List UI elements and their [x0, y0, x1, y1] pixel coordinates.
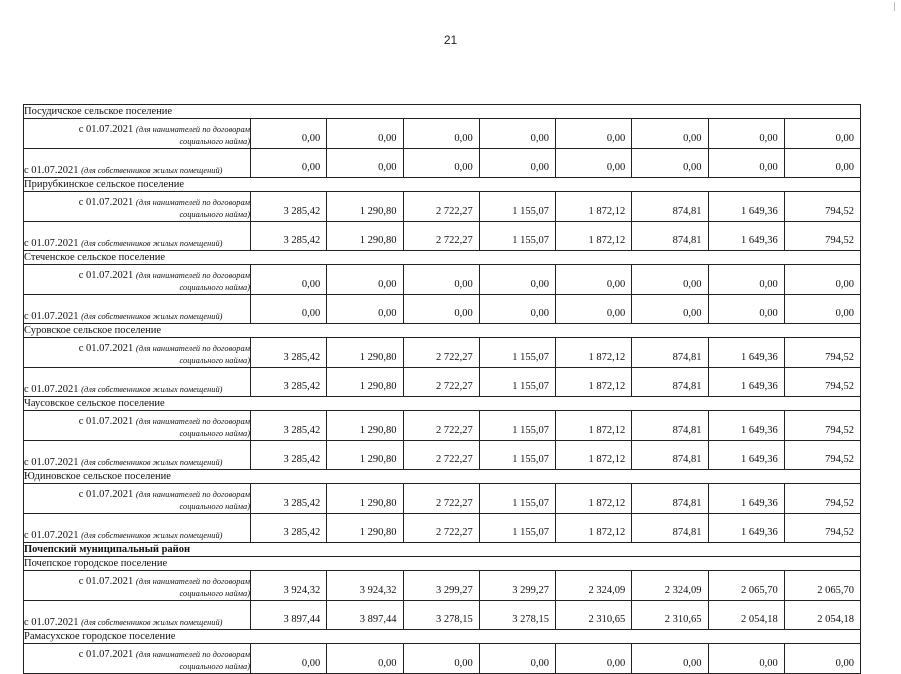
- owners-tariff-row: [24, 149, 861, 178]
- tariff-value-cell: 1 155,07: [479, 411, 555, 441]
- tariff-value-cell: 2 722,27: [403, 368, 479, 397]
- settlement-header-row: [24, 178, 861, 192]
- owners-tariff-row: [24, 295, 861, 324]
- tenants-row-label: [24, 571, 251, 601]
- effective-date: с 01.07.2021: [24, 384, 79, 395]
- scan-edge-mark: [894, 2, 895, 11]
- settlement-title: Посудичское сельское поселение: [24, 105, 861, 119]
- owners-label: (для собственников жилых помещений): [81, 618, 223, 627]
- tenants-row-label: [24, 119, 251, 149]
- tariff-value-cell: 1 872,12: [556, 368, 632, 397]
- page-number: 21: [443, 33, 458, 47]
- tariff-value-cell: 2 722,27: [403, 514, 479, 543]
- tariff-value-cell: 0,00: [403, 265, 479, 295]
- tariff-value-cell: 0,00: [327, 644, 403, 674]
- tenants-tariff-row: [24, 411, 861, 441]
- tariff-value-cell: 0,00: [479, 295, 555, 324]
- tariff-value-cell: 3 285,42: [251, 441, 327, 470]
- tenants-row-label: [24, 265, 251, 295]
- tariff-value-cell: 0,00: [251, 644, 327, 674]
- tariff-value-cell: 0,00: [479, 149, 555, 178]
- tenants-tariff-row: [24, 265, 861, 295]
- tenants-label-line2: социального найма): [179, 662, 250, 671]
- settlement-title: Рамасухское городское поселение: [24, 630, 861, 644]
- tenants-tariff-row: [24, 484, 861, 514]
- tariff-value-cell: 3 299,27: [403, 571, 479, 601]
- settlement-header-row: [24, 630, 861, 644]
- tariff-value-cell: 1 155,07: [479, 441, 555, 470]
- tariff-value-cell: 3 897,44: [327, 601, 403, 630]
- tariff-value-cell: 1 155,07: [479, 368, 555, 397]
- effective-date: с 01.07.2021: [78, 416, 134, 427]
- effective-date: с 01.07.2021: [78, 343, 134, 354]
- effective-date: с 01.07.2021: [78, 270, 134, 281]
- effective-date: с 01.07.2021: [78, 197, 134, 208]
- tariff-value-cell: 2 054,18: [708, 601, 784, 630]
- tariff-value-cell: 1 649,36: [708, 484, 784, 514]
- tenants-label-line2: социального найма): [179, 502, 250, 511]
- tariff-value-cell: 0,00: [556, 644, 632, 674]
- tariff-value-cell: 0,00: [251, 149, 327, 178]
- tariff-value-cell: 794,52: [784, 441, 860, 470]
- tariff-value-cell: 0,00: [556, 265, 632, 295]
- tariff-value-cell: 0,00: [708, 265, 784, 295]
- tariff-value-cell: 0,00: [479, 119, 555, 149]
- owners-label: (для собственников жилых помещений): [81, 166, 223, 175]
- tariff-value-cell: 0,00: [632, 295, 708, 324]
- tariff-value-cell: 3 299,27: [479, 571, 555, 601]
- owners-row-label: [24, 222, 251, 251]
- effective-date: с 01.07.2021: [24, 617, 79, 628]
- tariff-value-cell: 874,81: [632, 368, 708, 397]
- tenants-label-line2: социального найма): [179, 210, 250, 219]
- tariff-value-cell: 1 290,80: [327, 411, 403, 441]
- tariff-value-cell: 2 324,09: [556, 571, 632, 601]
- tariff-value-cell: 2 310,65: [632, 601, 708, 630]
- settlement-header-row: [24, 324, 861, 338]
- tariff-value-cell: 1 872,12: [556, 484, 632, 514]
- tariff-value-cell: 0,00: [632, 149, 708, 178]
- tenants-label-line1: (для нанимателей по договорам: [135, 490, 250, 499]
- tariff-value-cell: 2 324,09: [632, 571, 708, 601]
- tenants-tariff-row: [24, 571, 861, 601]
- tenants-label-line2: социального найма): [179, 429, 250, 438]
- owners-row-label: [24, 149, 251, 178]
- owners-row-label: [24, 514, 251, 543]
- tariff-value-cell: 2 722,27: [403, 338, 479, 368]
- tariff-value-cell: 0,00: [632, 119, 708, 149]
- tariff-value-cell: 874,81: [632, 222, 708, 251]
- tariff-value-cell: 0,00: [784, 644, 860, 674]
- settlement-title: Чаусовское сельское поселение: [24, 397, 861, 411]
- tariff-value-cell: 3 285,42: [251, 484, 327, 514]
- effective-date: с 01.07.2021: [24, 457, 79, 468]
- tariff-value-cell: 794,52: [784, 411, 860, 441]
- tenants-row-label: [24, 484, 251, 514]
- tariff-value-cell: 1 290,80: [327, 192, 403, 222]
- tenants-label-line2: социального найма): [179, 356, 250, 365]
- tenants-label-line1: (для нанимателей по договорам: [135, 417, 250, 426]
- settlement-header-row: [24, 397, 861, 411]
- tariff-value-cell: 0,00: [403, 295, 479, 324]
- tariff-table: [23, 104, 861, 674]
- tariff-value-cell: 3 278,15: [403, 601, 479, 630]
- owners-tariff-row: [24, 514, 861, 543]
- tariff-value-cell: 2 722,27: [403, 411, 479, 441]
- tenants-row-label: [24, 192, 251, 222]
- tariff-value-cell: 0,00: [632, 644, 708, 674]
- tenants-label-line2: социального найма): [179, 589, 250, 598]
- tariff-value-cell: 0,00: [708, 295, 784, 324]
- tariff-value-cell: 0,00: [708, 644, 784, 674]
- tariff-value-cell: 1 649,36: [708, 192, 784, 222]
- tenants-row-label: [24, 338, 251, 368]
- tariff-value-cell: 0,00: [327, 149, 403, 178]
- tariff-value-cell: 3 897,44: [251, 601, 327, 630]
- tariff-value-cell: 874,81: [632, 338, 708, 368]
- tariff-value-cell: 0,00: [327, 265, 403, 295]
- tariff-value-cell: 1 649,36: [708, 368, 784, 397]
- tariff-value-cell: 0,00: [251, 295, 327, 324]
- settlement-title: Стеченское сельское поселение: [24, 251, 861, 265]
- tariff-value-cell: 1 872,12: [556, 338, 632, 368]
- effective-date: с 01.07.2021: [24, 165, 79, 176]
- tenants-label-line1: (для нанимателей по договорам: [135, 198, 250, 207]
- tariff-value-cell: 3 278,15: [479, 601, 555, 630]
- owners-row-label: [24, 601, 251, 630]
- owners-tariff-row: [24, 222, 861, 251]
- tariff-value-cell: 794,52: [784, 484, 860, 514]
- tariff-value-cell: 3 285,42: [251, 368, 327, 397]
- owners-label: (для собственников жилых помещений): [81, 458, 223, 467]
- settlement-header-row: [24, 105, 861, 119]
- settlement-header-row: [24, 470, 861, 484]
- owners-tariff-row: [24, 601, 861, 630]
- tariff-value-cell: 794,52: [784, 368, 860, 397]
- tariff-value-cell: 1 290,80: [327, 514, 403, 543]
- tariff-value-cell: 0,00: [327, 295, 403, 324]
- tariff-value-cell: 3 924,32: [251, 571, 327, 601]
- tariff-value-cell: 2 065,70: [708, 571, 784, 601]
- tariff-value-cell: 1 872,12: [556, 222, 632, 251]
- tariff-value-cell: 3 285,42: [251, 514, 327, 543]
- tariff-value-cell: 0,00: [403, 149, 479, 178]
- tariff-value-cell: 3 285,42: [251, 411, 327, 441]
- settlement-title: Юдиновское сельское поселение: [24, 470, 861, 484]
- tariff-value-cell: 2 722,27: [403, 222, 479, 251]
- tariff-value-cell: 1 290,80: [327, 338, 403, 368]
- tariff-value-cell: 874,81: [632, 441, 708, 470]
- tenants-label-line1: (для нанимателей по договорам: [135, 271, 250, 280]
- tariff-value-cell: 1 649,36: [708, 441, 784, 470]
- tariff-value-cell: 1 155,07: [479, 338, 555, 368]
- tariff-value-cell: 794,52: [784, 192, 860, 222]
- tariff-value-cell: 1 155,07: [479, 192, 555, 222]
- owners-label: (для собственников жилых помещений): [81, 385, 223, 394]
- tariff-value-cell: 0,00: [556, 149, 632, 178]
- effective-date: с 01.07.2021: [78, 489, 134, 500]
- tariff-value-cell: 2 310,65: [556, 601, 632, 630]
- tariff-value-cell: 1 155,07: [479, 514, 555, 543]
- effective-date: с 01.07.2021: [78, 649, 134, 660]
- settlement-header-row: [24, 251, 861, 265]
- tenants-label-line1: (для нанимателей по договорам: [135, 344, 250, 353]
- tariff-value-cell: 874,81: [632, 192, 708, 222]
- tariff-value-cell: 3 924,32: [327, 571, 403, 601]
- effective-date: с 01.07.2021: [24, 238, 79, 249]
- tariff-value-cell: 0,00: [479, 644, 555, 674]
- owners-row-label: [24, 441, 251, 470]
- tariff-value-cell: 794,52: [784, 222, 860, 251]
- effective-date: с 01.07.2021: [24, 311, 79, 322]
- owners-label: (для собственников жилых помещений): [81, 312, 223, 321]
- tariff-value-cell: 0,00: [784, 119, 860, 149]
- owners-tariff-row: [24, 368, 861, 397]
- tariff-value-cell: 0,00: [556, 295, 632, 324]
- tenants-tariff-row: [24, 119, 861, 149]
- tariff-value-cell: 1 290,80: [327, 222, 403, 251]
- tariff-value-cell: 1 290,80: [327, 484, 403, 514]
- effective-date: с 01.07.2021: [78, 124, 134, 135]
- owners-tariff-row: [24, 441, 861, 470]
- tenants-tariff-row: [24, 644, 861, 674]
- tariff-value-cell: 1 155,07: [479, 222, 555, 251]
- tariff-value-cell: 874,81: [632, 484, 708, 514]
- settlement-header-row: [24, 557, 861, 571]
- tenants-label-line2: социального найма): [179, 137, 250, 146]
- tariff-value-cell: 0,00: [784, 149, 860, 178]
- tariff-value-cell: 874,81: [632, 411, 708, 441]
- tenants-tariff-row: [24, 192, 861, 222]
- tariff-value-cell: 0,00: [784, 265, 860, 295]
- district-header-row: [24, 543, 861, 557]
- owners-label: (для собственников жилых помещений): [81, 531, 223, 540]
- tariff-value-cell: 0,00: [556, 119, 632, 149]
- tariff-value-cell: 1 872,12: [556, 514, 632, 543]
- tariff-value-cell: 2 722,27: [403, 484, 479, 514]
- tariff-value-cell: 2 065,70: [784, 571, 860, 601]
- tariff-value-cell: 0,00: [708, 149, 784, 178]
- effective-date: с 01.07.2021: [24, 530, 79, 541]
- tariff-value-cell: 1 649,36: [708, 222, 784, 251]
- tariff-value-cell: 1 872,12: [556, 192, 632, 222]
- tariff-value-cell: 1 872,12: [556, 411, 632, 441]
- tariff-value-cell: 3 285,42: [251, 222, 327, 251]
- tenants-label-line2: социального найма): [179, 283, 250, 292]
- owners-label: (для собственников жилых помещений): [81, 239, 223, 248]
- tariff-value-cell: 1 649,36: [708, 514, 784, 543]
- tenants-row-label: [24, 644, 251, 674]
- settlement-title: Суровское сельское поселение: [24, 324, 861, 338]
- tariff-value-cell: 1 155,07: [479, 484, 555, 514]
- tariff-value-cell: 794,52: [784, 338, 860, 368]
- tariff-value-cell: 1 290,80: [327, 441, 403, 470]
- tariff-value-cell: 0,00: [708, 119, 784, 149]
- tariff-value-cell: 0,00: [632, 265, 708, 295]
- district-title: Почепский муниципальный район: [24, 543, 861, 557]
- owners-row-label: [24, 295, 251, 324]
- tariff-table-body: [24, 105, 861, 674]
- tenants-label-line1: (для нанимателей по договорам: [135, 650, 250, 659]
- tenants-label-line1: (для нанимателей по договорам: [135, 577, 250, 586]
- tariff-value-cell: 0,00: [403, 644, 479, 674]
- tariff-value-cell: 0,00: [479, 265, 555, 295]
- tenants-row-label: [24, 411, 251, 441]
- tariff-value-cell: 0,00: [251, 265, 327, 295]
- settlement-title: Прирубкинское сельское поселение: [24, 178, 861, 192]
- settlement-title: Почепское городское поселение: [24, 557, 861, 571]
- tariff-value-cell: 0,00: [403, 119, 479, 149]
- tariff-value-cell: 3 285,42: [251, 338, 327, 368]
- tenants-tariff-row: [24, 338, 861, 368]
- tariff-value-cell: 794,52: [784, 514, 860, 543]
- tariff-value-cell: 2 054,18: [784, 601, 860, 630]
- tariff-value-cell: 1 649,36: [708, 411, 784, 441]
- tariff-value-cell: 2 722,27: [403, 441, 479, 470]
- tariff-value-cell: 2 722,27: [403, 192, 479, 222]
- tariff-value-cell: 3 285,42: [251, 192, 327, 222]
- tariff-value-cell: 874,81: [632, 514, 708, 543]
- tenants-label-line1: (для нанимателей по договорам: [135, 125, 250, 134]
- tariff-value-cell: 1 290,80: [327, 368, 403, 397]
- tariff-value-cell: 0,00: [784, 295, 860, 324]
- tariff-value-cell: 1 872,12: [556, 441, 632, 470]
- owners-row-label: [24, 368, 251, 397]
- tariff-value-cell: 0,00: [251, 119, 327, 149]
- effective-date: с 01.07.2021: [78, 576, 134, 587]
- tariff-value-cell: 1 649,36: [708, 338, 784, 368]
- tariff-value-cell: 0,00: [327, 119, 403, 149]
